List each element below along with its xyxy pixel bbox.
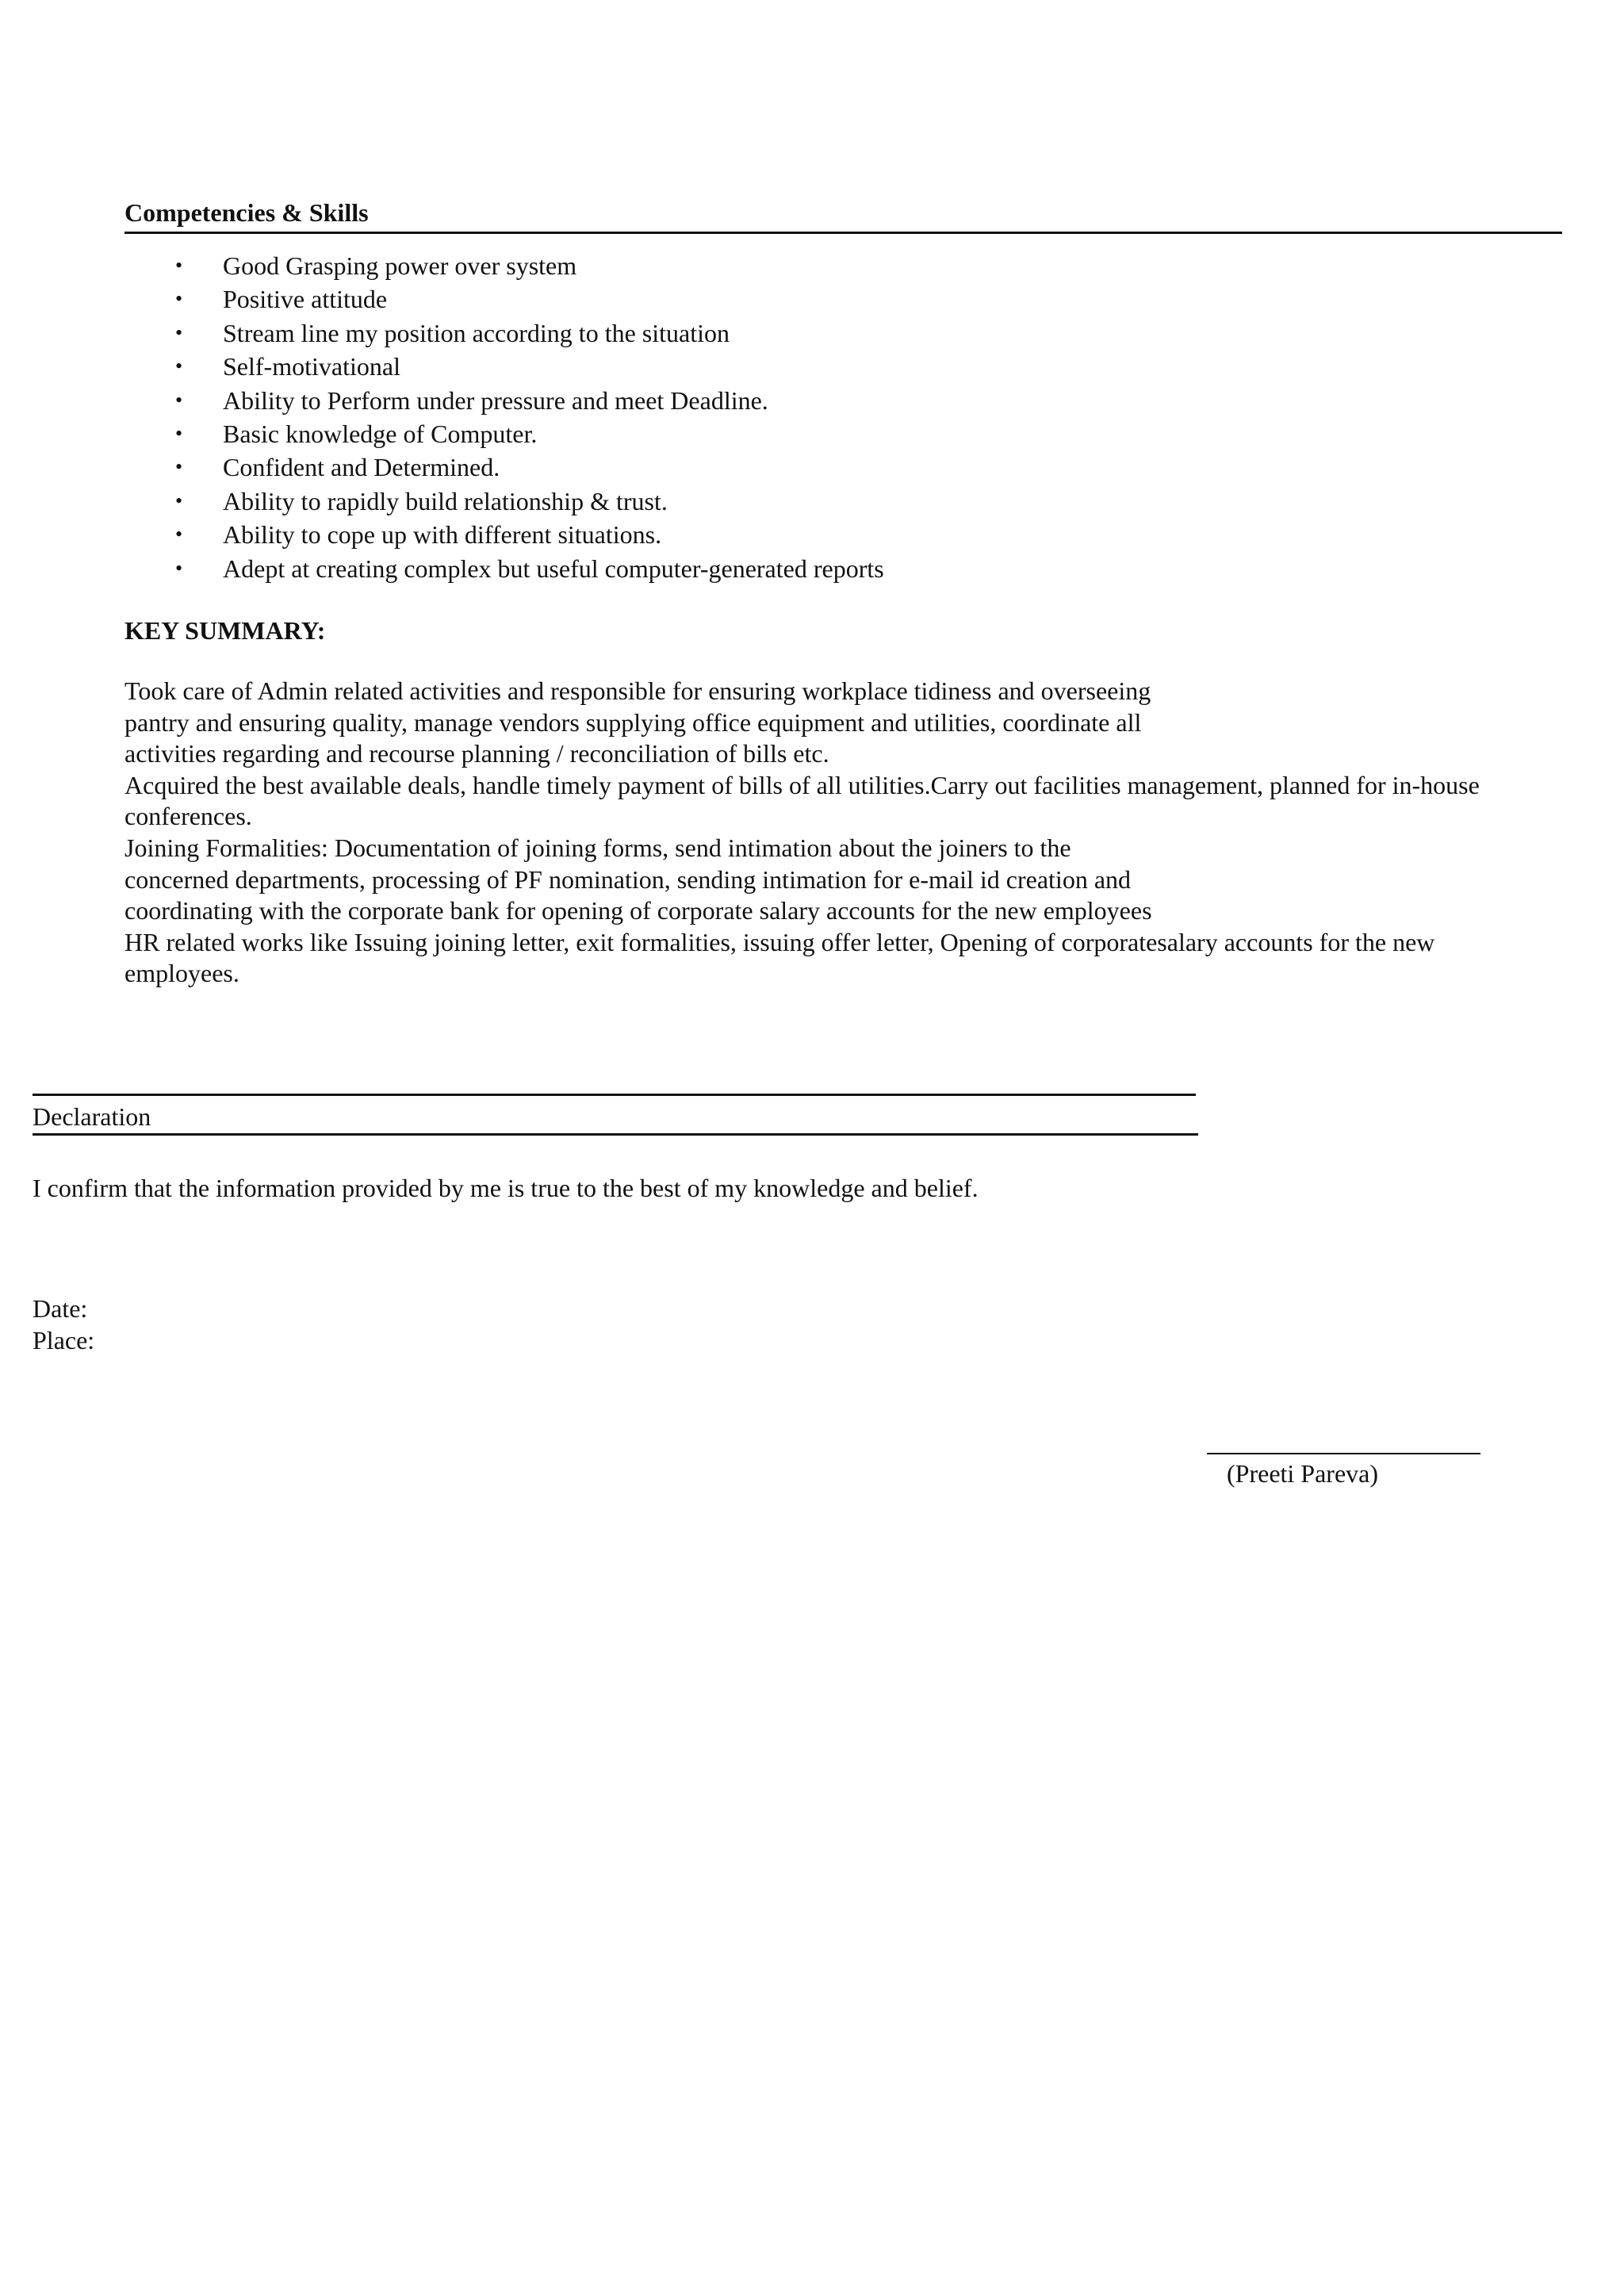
bullet-icon: • — [175, 354, 183, 378]
date-label: Date: — [33, 1294, 88, 1323]
skill-item — [124, 249, 884, 282]
summary-line: Acquired the best available deals, handle timely payment of bills of all utilities.Carry out facilities management, planned for in-house — [124, 770, 1480, 799]
summary-line: pantry and ensuring quality, manage vendors supplying office equipment and utilities, coordinate all — [124, 707, 1142, 737]
skill-text: Positive attitude — [223, 285, 388, 314]
bullet-icon: • — [175, 388, 183, 412]
declaration-bottom-rule — [33, 1133, 1198, 1136]
skill-text: Ability to Perform under pressure and meet Deadline. — [223, 385, 768, 415]
bullet-icon: • — [175, 489, 183, 512]
skill-item — [124, 316, 884, 350]
declaration-label: Declaration — [33, 1102, 151, 1131]
skill-text: Self-motivational — [223, 352, 400, 381]
summary-line: coordinating with the corporate bank for opening of corporate salary accounts for the new employees — [124, 896, 1152, 925]
skill-item — [124, 282, 884, 316]
skills-list — [124, 249, 884, 585]
skill-text: Basic knowledge of Computer. — [223, 420, 538, 449]
bullet-icon: • — [175, 455, 183, 479]
skill-text: Adept at creating complex but useful computer-generated reports — [223, 554, 884, 583]
summary-line: activities regarding and recourse planning / reconciliation of bills etc. — [124, 739, 829, 768]
summary-line: employees. — [124, 959, 239, 988]
bullet-icon: • — [175, 320, 183, 344]
summary-line: Joining Formalities: Documentation of joining forms, send intimation about the joiners to the — [124, 833, 1071, 862]
skill-item — [124, 384, 884, 417]
bullet-icon: • — [175, 254, 183, 277]
bullet-icon: • — [175, 422, 183, 446]
bullet-icon: • — [175, 287, 183, 311]
competencies-heading: Competencies & Skills — [124, 198, 369, 227]
skill-text: Stream line my position according to the situation — [223, 318, 730, 347]
key-summary-text — [124, 676, 1599, 990]
signature-name: (Preeti Pareva) — [1227, 1459, 1379, 1488]
place-label: Place: — [33, 1326, 95, 1354]
skill-item — [124, 485, 884, 518]
skill-item — [124, 417, 884, 450]
summary-line: concerned departments, processing of PF nomination, sending intimation for e-mail id creation and — [124, 864, 1132, 894]
skill-text: Confident and Determined. — [223, 453, 500, 482]
key-summary-heading: KEY SUMMARY: — [124, 616, 326, 645]
summary-line: HR related works like Issuing joining letter, exit formalities, issuing offer letter, Opening of corporatesalary accounts for the new — [124, 927, 1435, 956]
skill-text: Ability to cope up with different situations. — [223, 520, 662, 550]
competencies-rule — [124, 232, 1562, 234]
declaration-statement: I confirm that the information provided by me is true to the best of my knowledge and belief. — [33, 1174, 979, 1202]
skill-item — [124, 552, 884, 585]
summary-line: Took care of Admin related activities and responsible for ensuring workplace tidiness and overseeing — [124, 676, 1151, 705]
skill-text: Good Grasping power over system — [223, 251, 577, 280]
summary-line: conferences. — [124, 802, 252, 831]
skill-text: Ability to rapidly build relationship & trust. — [223, 486, 668, 515]
skill-item — [124, 518, 884, 551]
declaration-top-rule — [33, 1094, 1196, 1096]
skill-item — [124, 350, 884, 383]
skill-item — [124, 450, 884, 484]
signature-line — [1207, 1453, 1480, 1454]
bullet-icon: • — [175, 556, 183, 580]
bullet-icon: • — [175, 523, 183, 546]
